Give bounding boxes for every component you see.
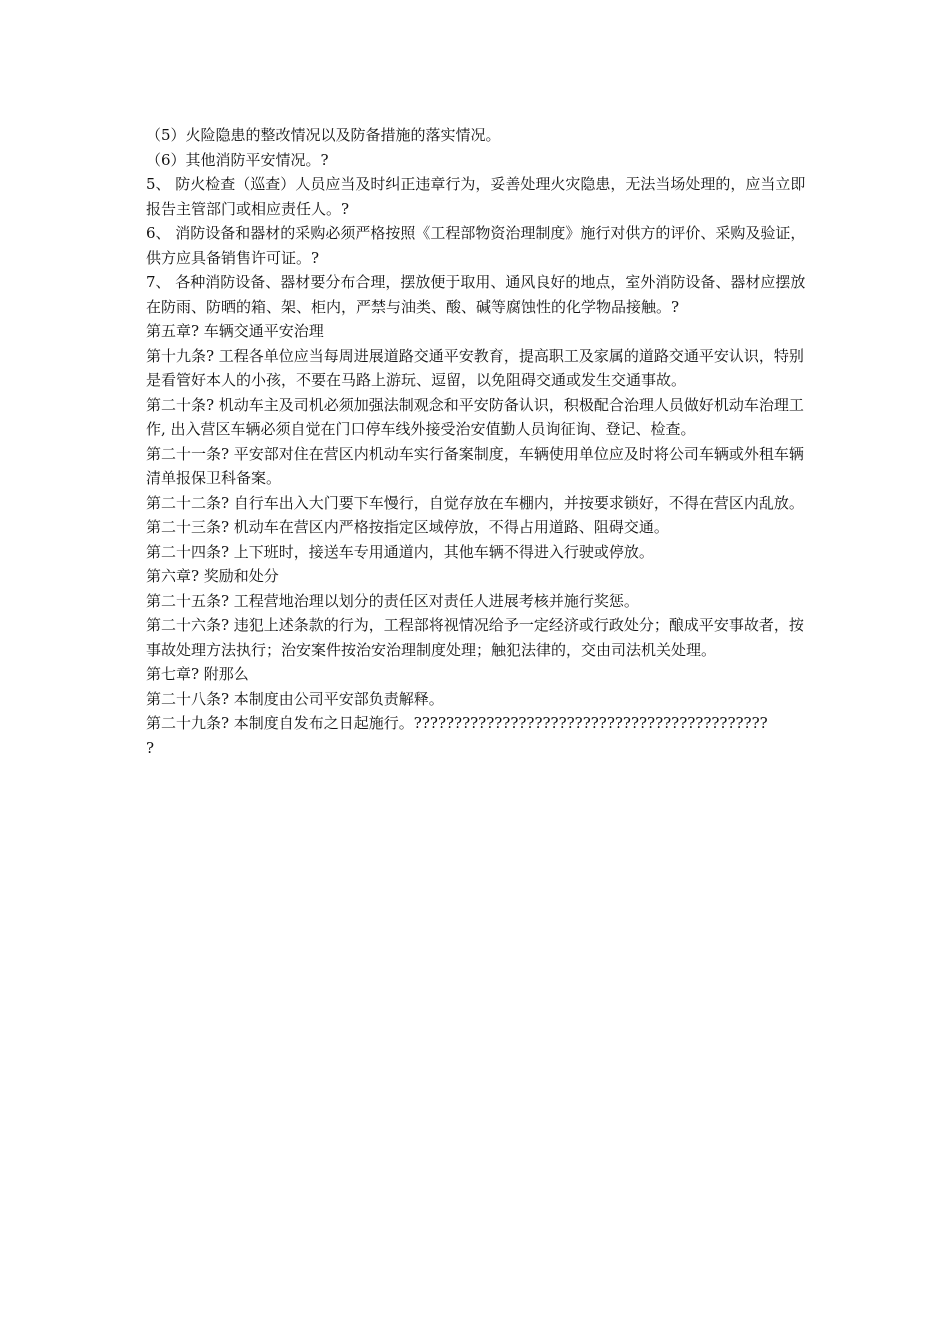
paragraph-item-6-other-safety: （6）其他消防平安情况。? <box>146 150 329 169</box>
paragraph-clause-7: 7、 各种消防设备、器材要分布合理，摆放便于取用、通风良好的地点，室外消防设备、器材应摆放在防雨、防晒的箱、架、柜内，严禁与油类、酸、碱等腐蚀性的化学物品接触。? <box>146 273 806 316</box>
article-19: 第十九条? 工程各单位应当每周进展道路交通平安教育，提高职工及家属的道路交通平安认识，特别是看管好本人的小孩，不要在马路上游玩、逗留，以免阻碍交通或发生交通事故。 <box>146 346 804 389</box>
article-29: 第二十九条? 本制度自发布之日起施行。???????????????????????????????????????????? <box>146 714 768 732</box>
paragraph-clause-5: 5、 防火检查（巡查）人员应当及时纠正违章行为，妥善处理火灾隐患，无法当场处理的，应当立即报告主管部门或相应责任人。? <box>146 175 806 218</box>
article-22: 第二十二条? 自行车出入大门要下车慢行，自觉存放在车棚内，并按要求锁好，不得在营区内乱放。 <box>146 493 804 512</box>
chapter-5-heading: 第五章? 车辆交通平安治理 <box>146 322 324 340</box>
document-body <box>146 123 816 760</box>
paragraph-clause-6: 6、 消防设备和器材的采购必须严格按照《工程部物资治理制度》施行对供方的评价、采购及验证，供方应具备销售许可证。? <box>146 224 806 267</box>
trailing-mark: ? <box>146 738 155 757</box>
article-28: 第二十八条? 本制度由公司平安部负责解释。 <box>146 689 444 708</box>
article-23: 第二十三条? 机动车在营区内严格按指定区域停放，不得占用道路、阻碍交通。 <box>146 518 669 536</box>
article-21: 第二十一条? 平安部对住在营区内机动车实行备案制度，车辆使用单位应及时将公司车辆或外租车辆清单报保卫科备案。 <box>146 444 804 487</box>
article-26: 第二十六条? 违犯上述条款的行为，工程部将视情况给予一定经济或行政处分；酿成平安事故者，按事故处理方法执行；治安案件按治安治理制度处理；触犯法律的，交由司法机关处理。 <box>146 616 804 659</box>
article-24: 第二十四条? 上下班时，接送车专用通道内，其他车辆不得进入行驶或停放。 <box>146 542 654 561</box>
article-20: 第二十条? 机动车主及司机必须加强法制观念和平安防备认识，积极配合治理人员做好机动车治理工作, 出入营区车辆必须自觉在门口停车线外接受治安值勤人员询征询、登记、检查。 <box>146 395 804 438</box>
paragraph-item-5-fire-hazard: （5）火险隐患的整改情况以及防备措施的落实情况。 <box>146 126 501 144</box>
article-25: 第二十五条? 工程营地治理以划分的责任区对责任人进展考核并施行奖惩。 <box>146 591 639 610</box>
chapter-7-heading: 第七章? 附那么 <box>146 665 249 683</box>
chapter-6-heading: 第六章? 奖励和处分 <box>146 567 279 585</box>
